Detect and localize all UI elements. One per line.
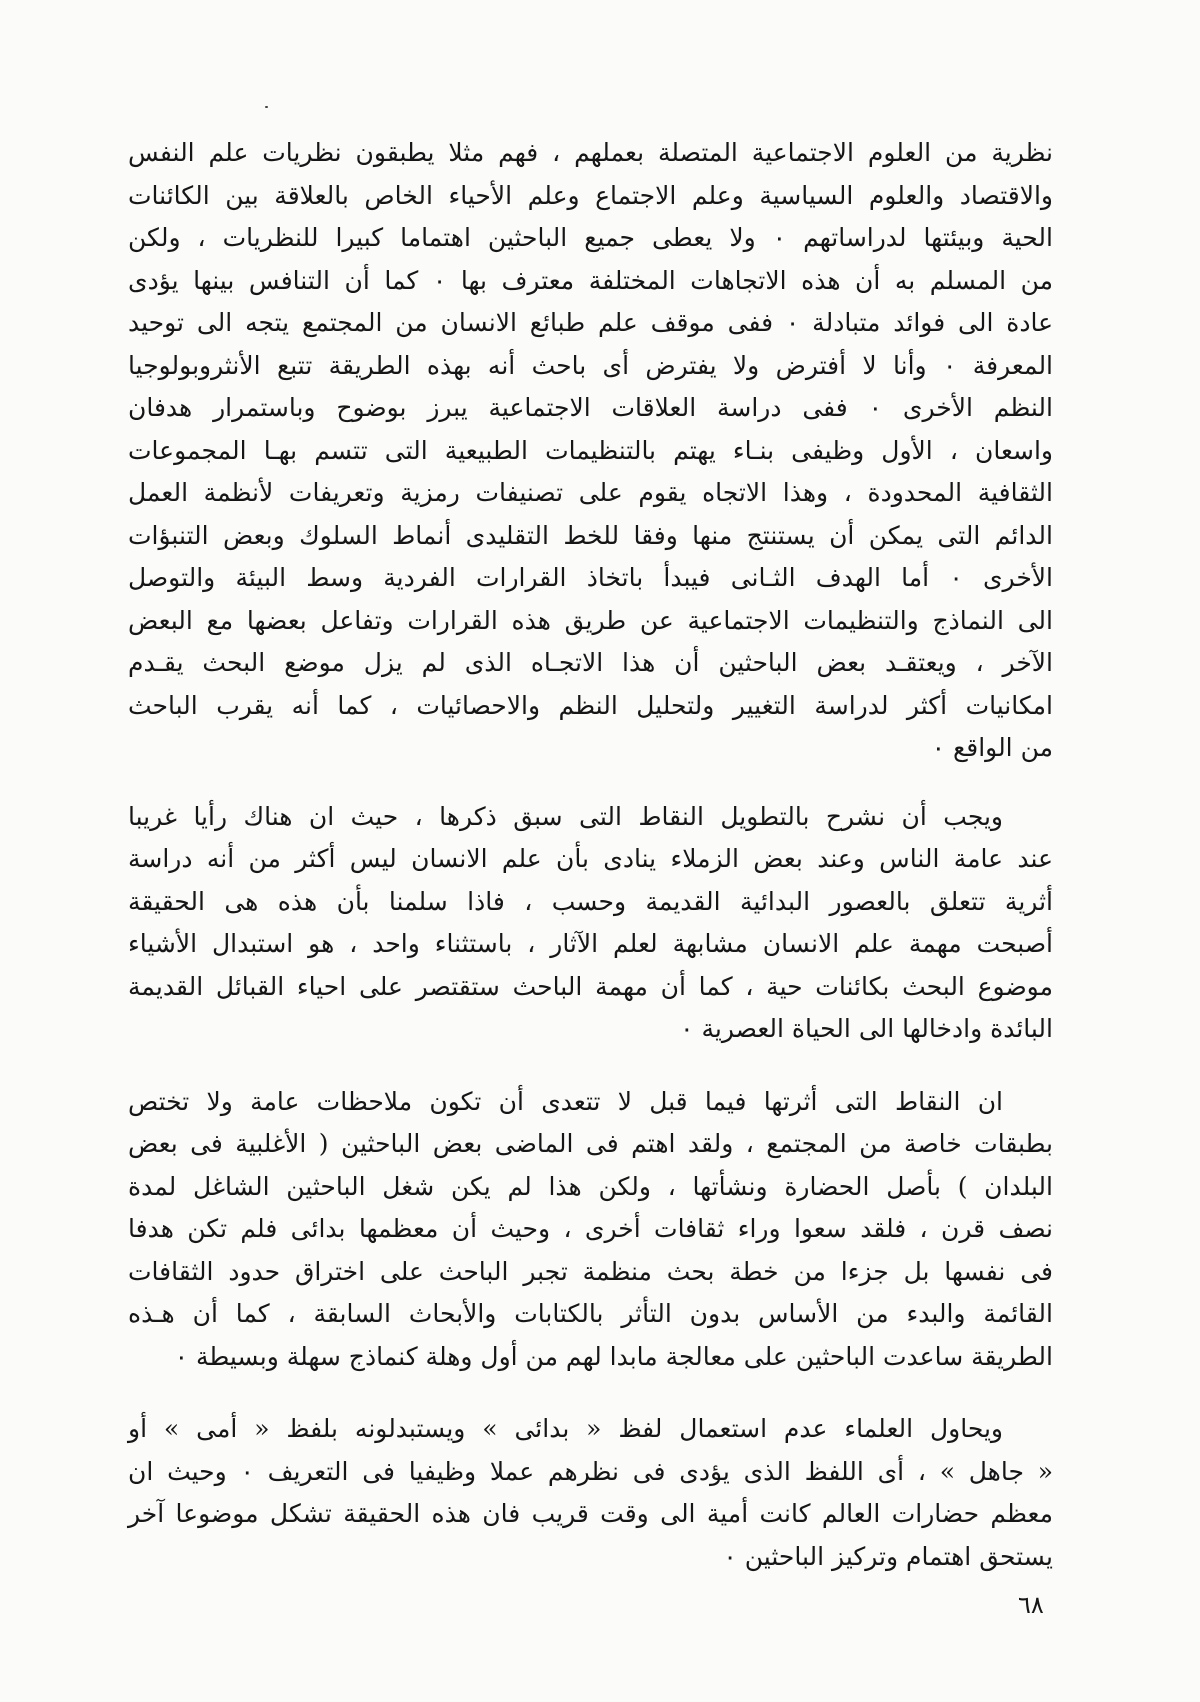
paragraph-1-line: عادة الى فوائد متبادلة ٠ ففى موقف علم طبائع الانسان من المجتمع يتجه الى توحيد	[128, 308, 1053, 337]
paragraph-1-line: الآخر ، ويعتقـد بعض الباحثين أن هذا الاتجـاه الذى لم يزل موضع البحث يقـدم	[128, 648, 1053, 677]
paragraph-1-line: الدائم التى يمكن أن يستنتج منها وفقا للخط التقليدى أنماط السلوك وبعض التنبؤات	[128, 520, 1053, 550]
paragraph-4	[128, 1408, 1053, 1578]
paragraph-1-line: من المسلم به أن هذه الاتجاهات المختلفة معترف بها ٠ كما أن التنافس بينها يؤدى	[128, 265, 1053, 295]
paragraph-1-line: الأخرى ٠ أما الهدف الثـانى فيبدأ باتخاذ القرارات الفردية وسط البيئة والتوصل	[128, 563, 1053, 592]
paragraph-1-line: الثقافية المحدودة ، وهذا الاتجاه يقوم على تصنيفات رمزية وتعريفات لأنظمة العمل	[128, 478, 1053, 507]
paragraph-1-line: المعرفة ٠ وأنا لا أفترض ولا يفترض أى باحث أنه بهذه الطريقة تتبع الأنثروبولوجيا	[128, 350, 1054, 380]
paragraph-3-line: بطبقات خاصة من المجتمع ، ولقد اهتم فى الماضى بعض الباحثين ( الأغلبية فى بعض	[128, 1129, 1053, 1158]
paragraph-3	[128, 1081, 1053, 1379]
paragraph-1-line: واسعان ، الأول وظيفى بنـاء يهتم بالتنظيمات الطبيعية التى تتسم بهـا المجموعات	[128, 435, 1053, 465]
paragraph-1-line: الى النماذج والتنظيمات الاجتماعية عن طريق هذه القرارات وتفاعل بعضها مع البعض	[128, 605, 1053, 635]
paragraph-2-line: أثرية تتعلق بالعصور البدائية القديمة وحسب ، فاذا سلمنا بأن هذه هى الحقيقة	[128, 886, 1053, 916]
paragraph-1-line: والاقتصاد والعلوم السياسية وعلم الاجتماع وعلم الأحياء الخاص بالعلاقة بين الكائنات	[128, 180, 1053, 210]
paragraph-1-line: من الواقع ٠	[931, 733, 1053, 762]
paragraph-2-line: عند عامة الناس وعند بعض الزملاء ينادى بأن علم الانسان ليس أكثر من أنه دراسة	[128, 844, 1053, 873]
paragraph-4-line: يستحق اهتمام وتركيز الباحثين ٠	[723, 1541, 1053, 1571]
paragraph-4-line: « جاهل » ، أى اللفظ الذى يؤدى فى نظرهم عملا وظيفيا فى التعريف ٠ وحيث ان	[128, 1456, 1053, 1486]
paragraph-2-line: أصبحت مهمة علم الانسان مشابهة لعلم الآثار ، باستثناء واحد ، هو استبدال الأشياء	[128, 929, 1053, 958]
paragraph-3-line: البلدان ) بأصل الحضارة ونشأتها ، ولكن هذا لم يكن شغل الباحثين الشاغل لمدة	[128, 1171, 1053, 1201]
paragraph-3-line: الطريقة ساعدت الباحثين على معالجة مابدا لهم من أول وهلة كنماذج سهلة وبسيطة ٠	[174, 1341, 1053, 1371]
page-body	[128, 132, 1053, 1578]
paragraph-2-line: البائدة وادخالها الى الحياة العصرية ٠	[680, 1014, 1053, 1043]
page-number: ٦٨	[1018, 1591, 1044, 1619]
paragraph-1-line: الحية وبيئتها لدراساتهم ٠ ولا يعطى جميع الباحثين اهتماما كبيرا للنظريات ، ولكن	[128, 223, 1053, 252]
scan-speck	[265, 106, 268, 108]
paragraph-1-line: النظم الأخرى ٠ ففى دراسة العلاقات الاجتماعية يبرز بوضوح وباستمرار هدفان	[128, 393, 1054, 422]
paragraph-3-line: فى نفسها بل جزءا من خطة بحث منظمة تجبر الباحث على اختراق حدود الثقافات	[128, 1256, 1053, 1286]
paragraph-2-line: ويجب أن نشرح بالتطويل النقاط التى سبق ذكرها ، حيث ان هناك رأيا غريبا	[128, 801, 1003, 831]
paragraph-4-line: ويحاول العلماء عدم استعمال لفظ « بدائى » ويستبدلونه بلفظ « أمى » أو	[128, 1414, 1003, 1443]
paragraph-1-line: نظرية من العلوم الاجتماعية المتصلة بعملهم ، فهم مثلا يطبقون نظريات علم النفس	[128, 138, 1053, 167]
paragraph-3-line: ان النقاط التى أثرتها فيما قبل لا تتعدى أن تكون ملاحظات عامة ولا تختص	[128, 1086, 1003, 1116]
paragraph-2	[128, 796, 1053, 1051]
paragraph-3-line: نصف قرن ، فلقد سعوا وراء ثقافات أخرى ، وحيث أن معظمها بدائى فلم تكن هدفا	[128, 1214, 1053, 1243]
paragraph-3-line: القائمة والبدء من الأساس بدون التأثر بالكتابات والأبحاث السابقة ، كما أن هـذه	[128, 1299, 1053, 1328]
paragraph-1-line: امكانيات أكثر لدراسة التغيير ولتحليل النظم والاحصائيات ، كما أنه يقرب الباحث	[128, 690, 1053, 720]
paragraph-1	[128, 132, 1053, 770]
paragraph-4-line: معظم حضارات العالم كانت أمية الى وقت قريب فان هذه الحقيقة تشكل موضوعا آخر	[128, 1499, 1053, 1528]
paragraph-2-line: موضوع البحث بكائنات حية ، كما أن مهمة الباحث ستقتصر على احياء القبائل القديمة	[128, 971, 1053, 1001]
